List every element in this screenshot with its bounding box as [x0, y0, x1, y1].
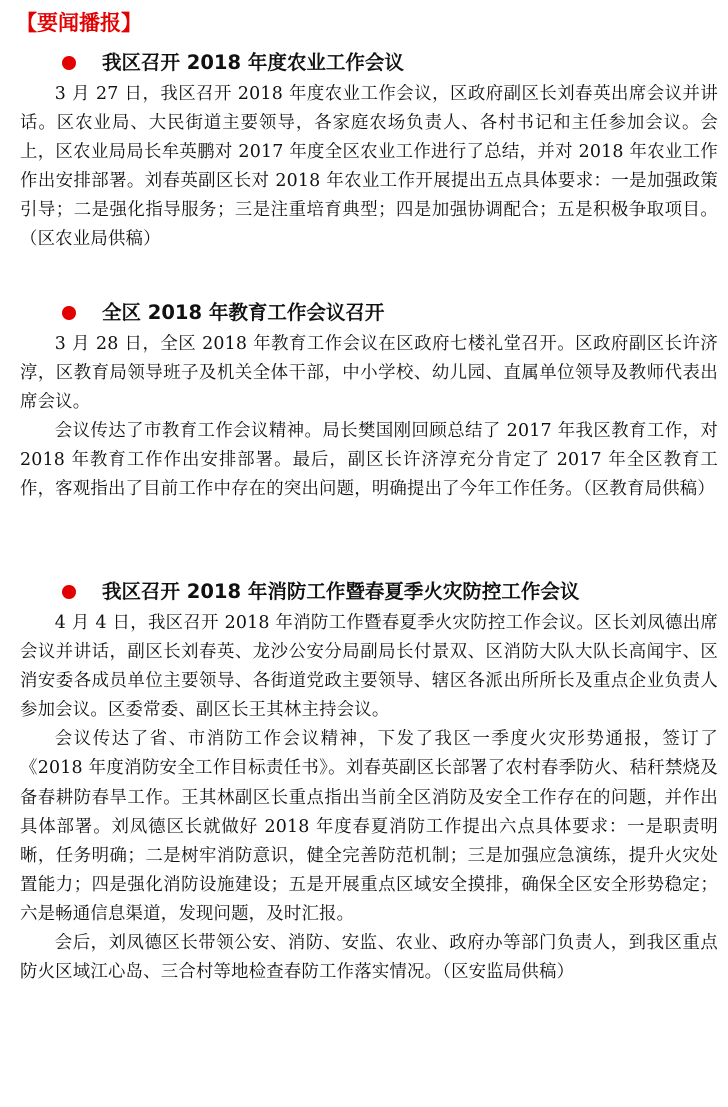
article-paragraph: 3 月 27 日，我区召开 2018 年度农业工作会议，区政府副区长刘春英出席会议并讲话。区农业局、大民街道主要领导，各家庭农场负责人、各村书记和主任参加会议。会上，区农业局局长牟英鹏对 2017 年度全区农业工作进行了总结，并对 2018 年农业工作作出安排部署。刘春英副区长对 2018 年农业工作开展提出五点具体要求：一是加强政策引导；二是强化指导服务；三是注重培育典型；四是加强协调配合；五是积极争取项目。（区农业局供稿）: [20, 84, 718, 250]
red-bullet-icon: [62, 306, 76, 320]
section-header: 【要闻播报】: [16, 11, 142, 35]
article-paragraph: 会议传达了市教育工作会议精神。局长樊国刚回顾总结了 2017 年我区教育工作，对 2018 年教育工作作出安排部署。最后，副区长许济淳充分肯定了 2017 年全区教育工作，客观指出了目前工作中存在的突出问题，明确提出了今年工作任务。（区教育局供稿）: [20, 421, 718, 500]
article-paragraph: 会后，刘凤德区长带领公安、消防、安监、农业、政府办等部门负责人，到我区重点防火区域江心岛、三合村等地检查春防工作落实情况。（区安监局供稿）: [20, 933, 718, 983]
red-bullet-icon: [62, 56, 76, 70]
article-title: 我区召开 2018 年度农业工作会议: [102, 51, 404, 74]
article-headline: [20, 46, 718, 80]
article-headline: [20, 575, 718, 609]
red-bullet-icon: [62, 585, 76, 599]
article-paragraph: 3 月 28 日，全区 2018 年教育工作会议在区政府七楼礼堂召开。区政府副区长许济淳，区教育局领导班子及机关全体干部，中小学校、幼儿园、直属单位领导及教师代表出席会议。: [20, 334, 718, 413]
article-title: 我区召开 2018 年消防工作暨春夏季火灾防控工作会议: [102, 580, 580, 603]
article-title: 全区 2018 年教育工作会议召开: [102, 301, 385, 324]
article-headline: [20, 296, 718, 330]
news-article-agriculture: [20, 46, 718, 255]
article-paragraph: 4 月 4 日，我区召开 2018 年消防工作暨春夏季火灾防控工作会议。区长刘凤德出席会议并讲话，副区长刘春英、龙沙公安分局副局长付景双、区消防大队大队长高闻宇、区消安委各成员单位主要领导、各街道党政主要领导、辖区各派出所所长及重点企业负责人参加会议。区委常委、副区长王其林主持会议。: [20, 613, 718, 721]
news-article-education: [20, 296, 718, 505]
news-article-fire-safety: [20, 575, 718, 987]
article-paragraph: 会议传达了省、市消防工作会议精神，下发了我区一季度火灾形势通报，签订了《2018 年度消防安全工作目标责任书》。刘春英副区长部署了农村春季防火、秸秆禁烧及备春耕防春旱工作。王其林副区长重点指出当前全区消防及安全工作存在的问题，并作出具体部署。刘凤德区长就做好 2018 年度春夏消防工作提出六点具体要求：一是职责明晰，任务明确；二是树牢消防意识，健全完善防范机制；三是加强应急演练，提升火灾处置能力；四是强化消防设施建设；五是开展重点区域安全摸排，确保全区安全形势稳定；六是畅通信息渠道，发现问题，及时汇报。: [20, 729, 718, 924]
